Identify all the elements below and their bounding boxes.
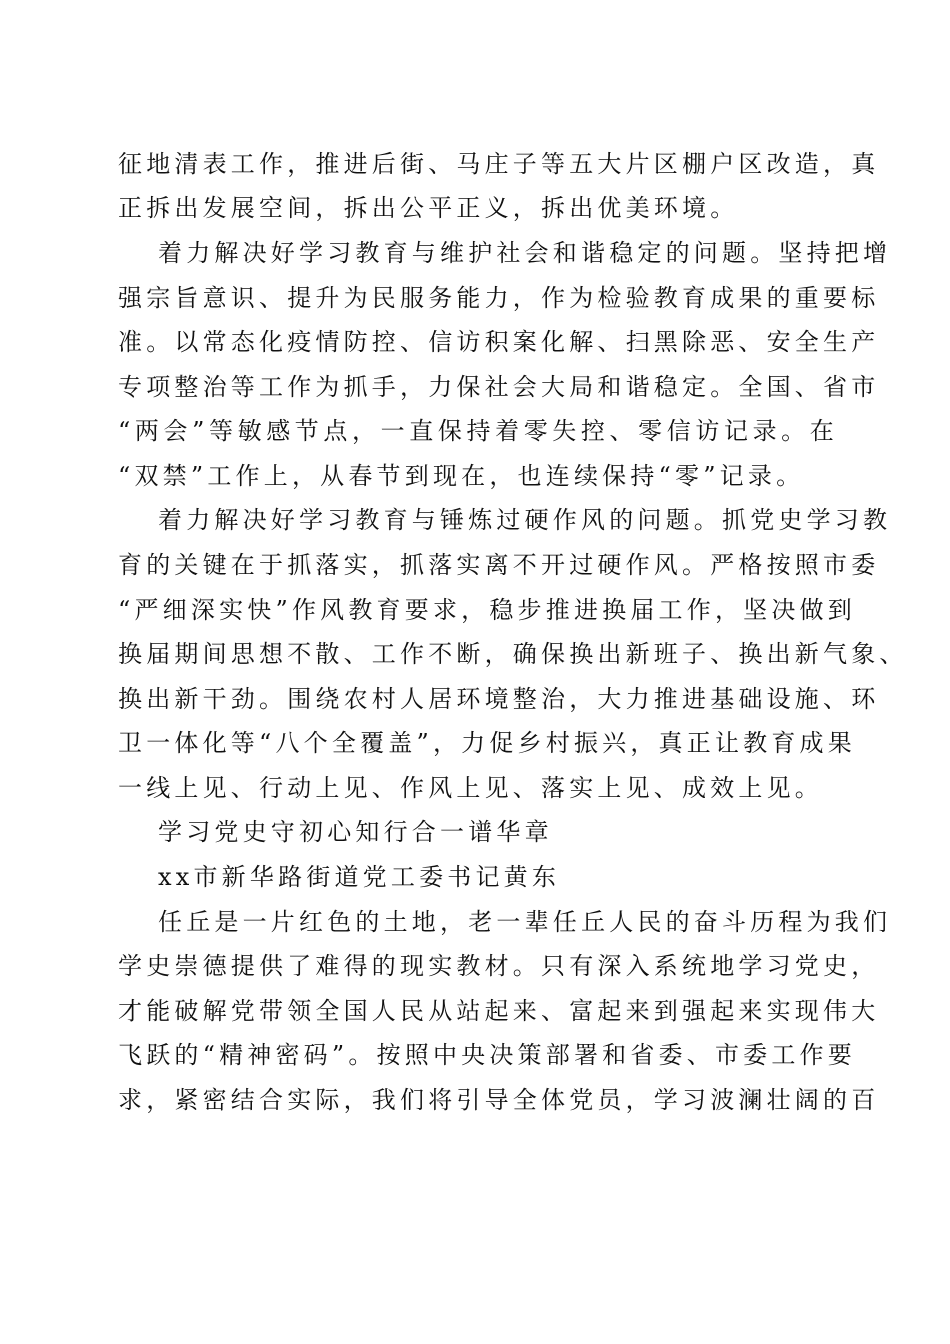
paragraph-line: 任丘是一片红色的土地，老一辈任丘人民的奋斗历程为我们 bbox=[158, 908, 892, 936]
paragraph-line: 专项整治等工作为抓手，力保社会大局和谐稳定。全国、省市 bbox=[118, 373, 880, 401]
section-title: 学习党史守初心知行合一谱华章 bbox=[158, 818, 553, 846]
paragraph-line: “严细深实快”作风教育要求，稳步推进换届工作，坚决做到 bbox=[118, 596, 856, 624]
paragraph-line: 着力解决好学习教育与维护社会和谐稳定的问题。坚持把增 bbox=[158, 239, 892, 267]
paragraph-line: 育的关键在于抓落实，抓落实离不开过硬作风。严格按照市委 bbox=[118, 551, 880, 579]
paragraph-line: 一线上见、行动上见、作风上见、落实上见、成效上见。 bbox=[118, 774, 823, 802]
paragraph-line: 学史崇德提供了难得的现实教材。只有深入系统地学习党史， bbox=[118, 952, 880, 980]
paragraph-line: 征地清表工作，推进后街、马庄子等五大片区棚户区改造，真 bbox=[118, 150, 880, 178]
paragraph-line: 换出新干劲。围绕农村人居环境整治，大力推进基础设施、环 bbox=[118, 685, 880, 713]
paragraph-line: 着力解决好学习教育与锤炼过硬作风的问题。抓党史学习教 bbox=[158, 506, 892, 534]
paragraph-line: 准。以常态化疫情防控、信访积案化解、扫黑除恶、安全生产 bbox=[118, 328, 880, 356]
paragraph-line: 卫一体化等“八个全覆盖”，力促乡村振兴，真正让教育成果 bbox=[118, 729, 856, 757]
paragraph-line: 强宗旨意识、提升为民服务能力，作为检验教育成果的重要标 bbox=[118, 284, 880, 312]
paragraph-line: 飞跃的“精神密码”。按照中央决策部署和省委、市委工作要 bbox=[118, 1041, 856, 1069]
paragraph-line: “两会”等敏感节点，一直保持着零失控、零信访记录。在 bbox=[118, 417, 838, 445]
paragraph-line: 才能破解党带领全国人民从站起来、富起来到强起来实现伟大 bbox=[118, 997, 880, 1025]
paragraph-line: 正拆出发展空间，拆出公平正义，拆出优美环境。 bbox=[118, 194, 739, 222]
paragraph-line: “双禁”工作上，从春节到现在，也连续保持“零”记录。 bbox=[118, 462, 805, 490]
paragraph-line: 求，紧密结合实际，我们将引导全体党员，学习波澜壮阔的百 bbox=[118, 1086, 880, 1114]
author-line: xx市新华路街道党工委书记黄东 bbox=[158, 863, 561, 891]
paragraph-line: 换届期间思想不散、工作不断，确保换出新班子、换出新气象、 bbox=[118, 640, 908, 668]
